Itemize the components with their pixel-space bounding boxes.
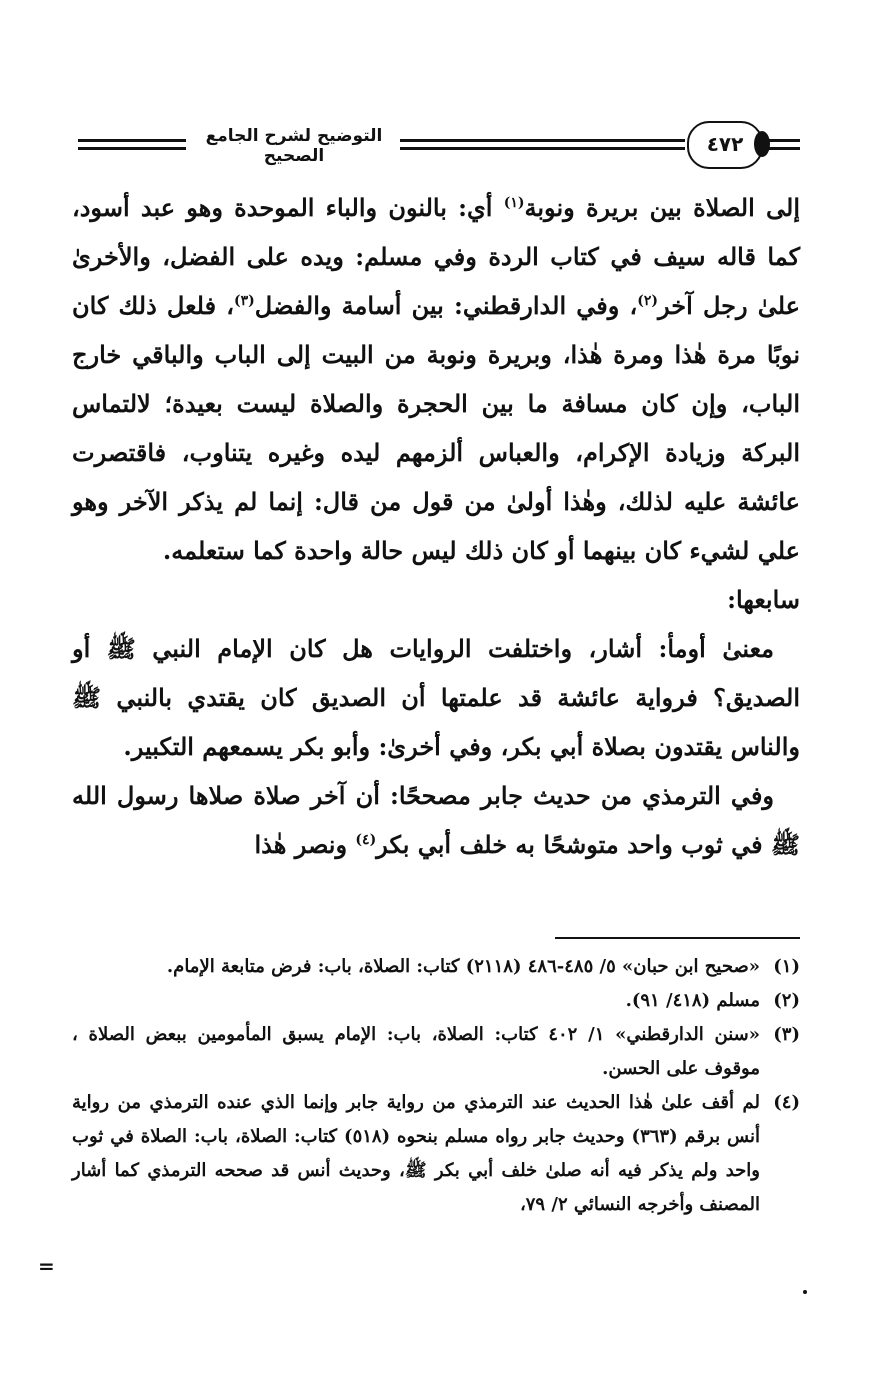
text-run: ونصر هٰذا <box>254 830 356 859</box>
footnote-text: «سنن الدارقطني» ١/ ٤٠٢ كتاب: الصلاة، باب: الإمام يسبق المأمومين ببعض الصلاة ، موقوف على الحسن. <box>72 1024 760 1079</box>
page-header <box>70 118 800 170</box>
text-run: وفي الترمذي من حديث جابر مصححًا: أن آخر صلاة صلاها رسول الله ﷺ في ثوب واحد متوشحًا به خلف أبي بكر <box>72 781 800 859</box>
paragraph: معنىٰ أومأ: أشار، واختلفت الروايات هل كان الإمام النبي ﷺ أو الصديق؟ فرواية عائشة قد علمتها أن الصديق كان يقتدي بالنبي ﷺ والناس يقتدون بصلاة أبي بكر، وفي أخرىٰ: وأبو بكر يسمعهم التكبير. <box>72 634 800 761</box>
footnote-separator <box>555 937 800 939</box>
text-run: ، وفي الدارقطني: بين أسامة والفضل <box>254 291 638 320</box>
continuation-mark: = <box>38 1254 55 1278</box>
footnote <box>72 1018 800 1086</box>
page-number: ٤٧٢ <box>687 121 763 169</box>
text-run: إلى الصلاة بين بريرة ونوبة <box>524 193 800 222</box>
paragraph <box>72 771 800 869</box>
footnote-ref[interactable]: (٤) <box>355 832 377 848</box>
section-heading: سابعها: <box>727 585 800 614</box>
footnote-number: (٢) <box>773 990 800 1011</box>
footnote <box>72 1086 800 1222</box>
footnote-number: (٤) <box>773 1092 800 1113</box>
footnote-number: (١) <box>773 956 800 977</box>
paragraph <box>72 183 800 575</box>
header-rule <box>78 147 186 150</box>
header-rule <box>400 139 685 142</box>
header-rule <box>760 147 800 150</box>
running-title: التوضيح لشرح الجامع الصحيح <box>205 126 383 166</box>
header-rule <box>760 139 800 142</box>
footnote <box>72 984 800 1018</box>
footnote-text: لم أقف علىٰ هٰذا الحديث عند الترمذي من رواية جابر وإنما الذي عنده الترمذي من رواية أنس برقم (٣٦٣) وحديث جابر رواه مسلم بنحوه (٥١٨) كتاب: الصلاة، باب: الصلاة في ثوب واحد ولم يذكر فيه أنه صلىٰ خلف أبي بكر ﷺ، وحديث أنس قد صححه الترمذي كما أشار المصنف وأخرجه النسائي ٢/ ٧٩، <box>72 1092 760 1215</box>
page-dot <box>803 1290 807 1294</box>
footnote-ref[interactable]: (٣) <box>234 293 255 309</box>
footnote-text: «صحيح ابن حبان» ٥/ ٤٨٥-٤٨٦ (٢١١٨) كتاب: الصلاة، باب: فرض متابعة الإمام. <box>166 956 760 977</box>
footnote-text: مسلم (٤١٨/ ٩١). <box>625 990 760 1011</box>
footnote-ref[interactable]: (٢) <box>637 293 659 309</box>
header-rule <box>400 147 685 150</box>
footnote-ref[interactable]: (١) <box>503 195 525 211</box>
main-text <box>72 183 800 869</box>
text-run: أي: بالنون والباء الموحدة وهو عبد أسود، كما قاله سيف في كتاب الردة وفي مسلم: ويده على الفضل، والأخرىٰ علىٰ رجل آخر <box>72 193 801 320</box>
text-run: ، فلعل ذلك كان نوبًا مرة هٰذا ومرة هٰذا، وبريرة ونوبة من البيت إلى الباب والباقي خارج الباب، وإن كان مسافة ما بين الحجرة والصلاة ليست بعيدة؛ لالتماس البركة وزيادة الإكرام، والعباس ألزمهم ليده وغيره يتناوب، فاقتصرت عائشة عليه لذلك، وهٰذا أولىٰ من قول من قال: إنما لم يذكر الآخر وهو علي لشيء كان بينهما أو كان ذلك ليس حالة واحدة كما ستعلمه. <box>72 291 800 565</box>
header-rule <box>78 139 186 142</box>
footnote <box>72 950 800 984</box>
footnote-number: (٣) <box>773 1024 800 1045</box>
footnotes <box>72 950 800 1222</box>
